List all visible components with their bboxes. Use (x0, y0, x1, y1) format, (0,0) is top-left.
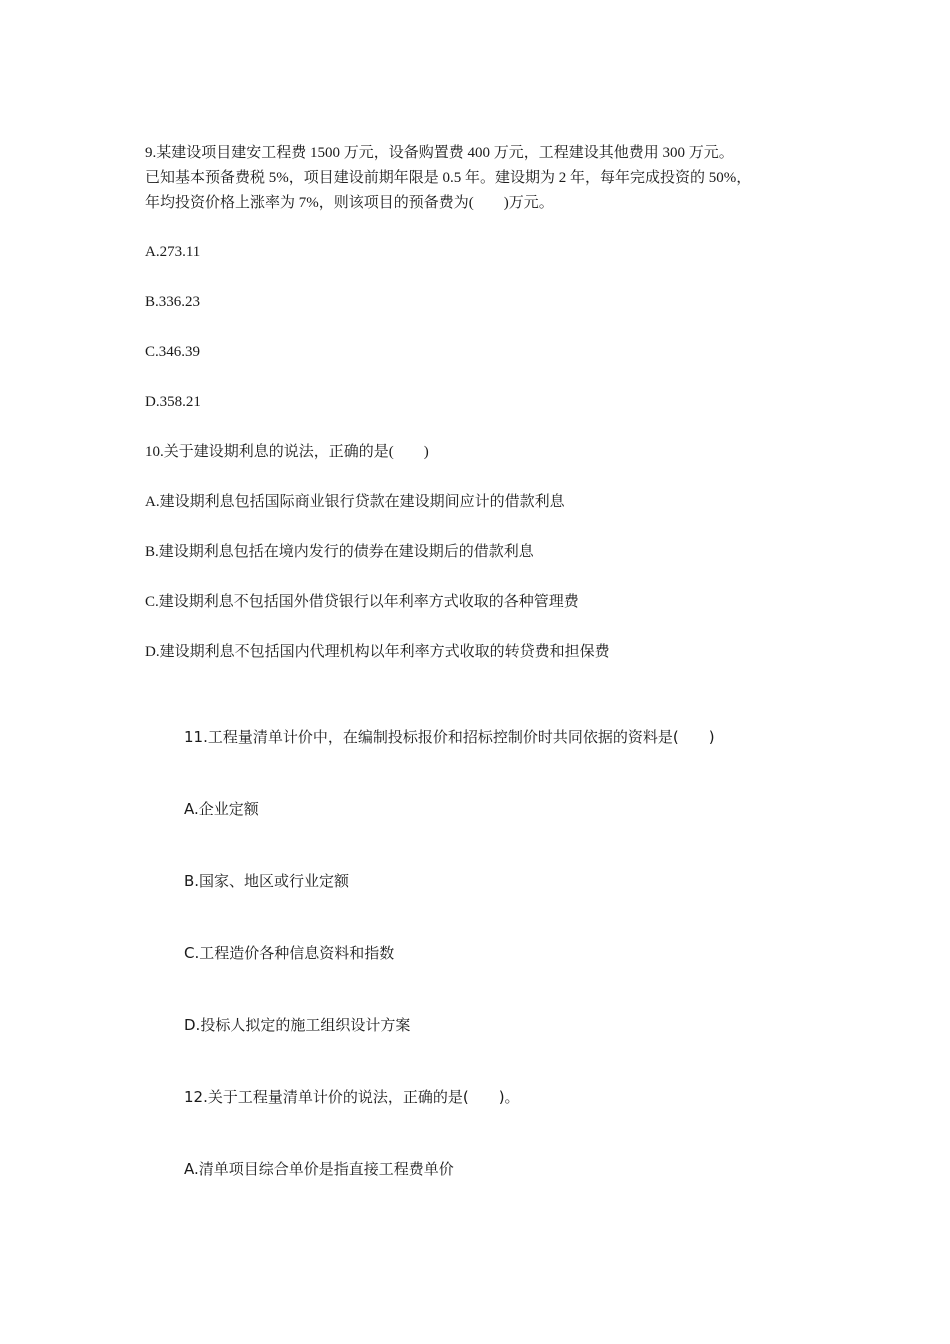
question-9-option-c: C.346.39 (145, 344, 201, 360)
question-9-option-b: B.336.23 (145, 294, 201, 310)
question-10-option-a: A.建设期利息包括国际商业银行贷款在建设期间应计的借款利息 (145, 494, 565, 510)
question-9-stem-line: 9.某建设项目建安工程费 1500 万元，设备购置费 400 万元，工程建设其他费用 300 万元。 (145, 145, 734, 161)
question-9-option-a: A.273.11 (145, 244, 201, 260)
question-10-option-c: C.建设期利息不包括国外借贷银行以年利率方式收取的各种管理费 (145, 594, 579, 610)
question-12-stem: 12.关于工程量清单计价的说法，正确的是( )。 (184, 1088, 520, 1106)
question-9-option-d: D.358.21 (145, 394, 201, 410)
question-9-stem-line: 已知基本预备费税 5%，项目建设前期年限是 0.5 年。建设期为 2 年，每年完成投资的 50%， (145, 170, 752, 186)
question-10-option-b: B.建设期利息包括在境内发行的债券在建设期后的借款利息 (145, 544, 534, 560)
question-11-option-c: C.工程造价各种信息资料和指数 (184, 944, 395, 962)
question-11-option-b: B.国家、地区或行业定额 (184, 872, 350, 890)
question-11-option-d: D.投标人拟定的施工组织设计方案 (184, 1016, 411, 1034)
question-10-stem: 10.关于建设期利息的说法，正确的是( ) (145, 444, 429, 460)
question-11-stem: 11.工程量清单计价中，在编制投标报价和招标控制价时共同依据的资料是( ) (184, 728, 715, 746)
question-10-option-d: D.建设期利息不包括国内代理机构以年利率方式收取的转贷费和担保费 (145, 644, 610, 660)
question-11-option-a: A.企业定额 (184, 800, 259, 818)
question-12-option-a: A.清单项目综合单价是指直接工程费单价 (184, 1160, 454, 1178)
question-9-stem-line: 年均投资价格上涨率为 7%，则该项目的预备费为( )万元。 (145, 195, 554, 211)
question-9-stem (145, 141, 825, 216)
